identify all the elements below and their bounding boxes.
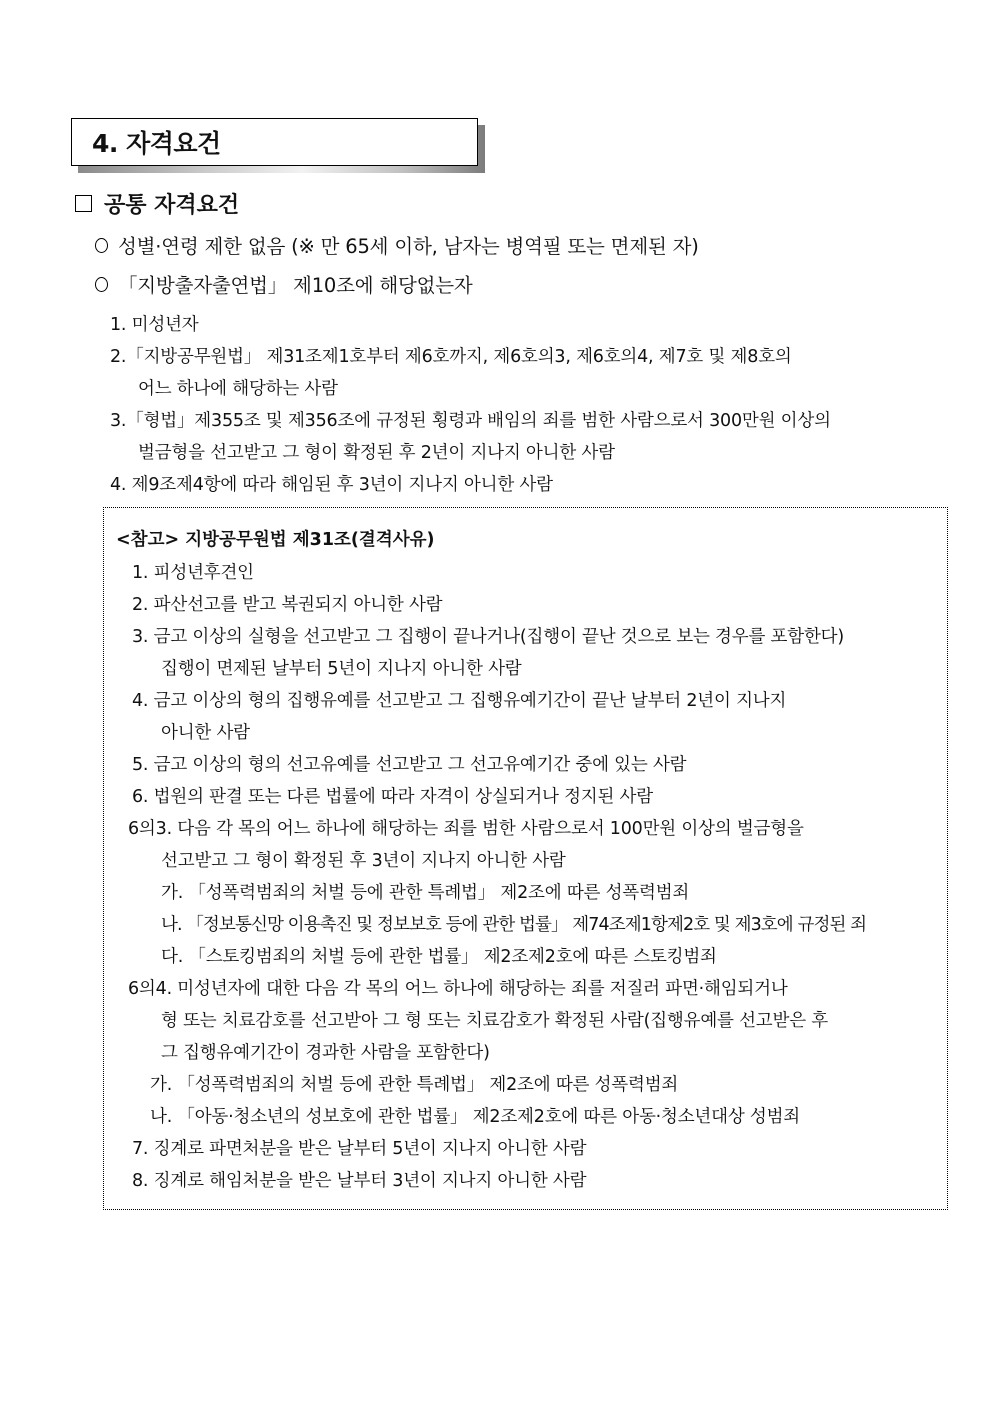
list-item: 4. 제9조제4항에 따라 해임된 후 3년이 지나지 아니한 사람 <box>110 475 553 495</box>
circle-bullet-icon <box>95 277 108 292</box>
reference-line: 다. 「스토킹범죄의 처벌 등에 관한 법률」 제2조제2호에 따른 스토킹범죄 <box>161 947 717 967</box>
reference-line: 그 집행유예기간이 경과한 사람을 포함한다) <box>161 1043 490 1063</box>
reference-line: 나. 「아동·청소년의 성보호에 관한 법률」 제2조제2호에 따른 아동·청소년대상 성범죄 <box>150 1107 801 1127</box>
reference-line: 7. 징계로 파면처분을 받은 날부터 5년이 지나지 아니한 사람 <box>132 1139 587 1159</box>
circle-bullet-icon <box>95 238 108 253</box>
reference-line: 선고받고 그 형이 확정된 후 3년이 지나지 아니한 사람 <box>161 851 566 871</box>
reference-line: 집행이 면제된 날부터 5년이 지나지 아니한 사람 <box>161 659 522 679</box>
common-heading <box>75 188 239 219</box>
reference-line: 나. 「정보통신망 이용촉진 및 정보보호 등에 관한 법률」 제74조제1항제2호 및 제3호에 규정된 죄 <box>161 915 867 935</box>
reference-line: 5. 금고 이상의 형의 선고유예를 선고받고 그 선고유예기간 중에 있는 사람 <box>132 755 687 775</box>
reference-line: 6의3. 다음 각 목의 어느 하나에 해당하는 죄를 범한 사람으로서 100만원 이상의 벌금형을 <box>128 819 804 839</box>
bullet-text: 「지방출자출연법」 제10조에 해당없는자 <box>118 274 473 297</box>
list-item-continuation: 벌금형을 선고받고 그 형이 확정된 후 2년이 지나지 아니한 사람 <box>138 443 615 463</box>
reference-line: 1. 피성년후견인 <box>132 563 254 583</box>
reference-line: 형 또는 치료감호를 선고받아 그 형 또는 치료감호가 확정된 사람(집행유예를 선고받은 후 <box>161 1011 828 1031</box>
bullet-text: 성별·연령 제한 없음 (※ 만 65세 이하, 남자는 병역필 또는 면제된 자) <box>118 235 699 258</box>
reference-line: 6. 법원의 판결 또는 다른 법률에 따라 자격이 상실되거나 정지된 사람 <box>132 787 653 807</box>
list-item-continuation: 어느 하나에 해당하는 사람 <box>138 379 338 399</box>
reference-line: 아니한 사람 <box>161 723 250 743</box>
reference-line: 6의4. 미성년자에 대한 다음 각 목의 어느 하나에 해당하는 죄를 저질러 파면·해임되거나 <box>128 979 788 999</box>
reference-line: 가. 「성폭력범죄의 처벌 등에 관한 특례법」 제2조에 따른 성폭력범죄 <box>161 883 690 903</box>
list-item: 3.「형법」제355조 및 제356조에 규정된 횡령과 배임의 죄를 범한 사람으로서 300만원 이상의 <box>110 411 831 431</box>
list-item: 1. 미성년자 <box>110 315 199 335</box>
section-title: 4. 자격요건 <box>92 129 221 158</box>
reference-line: 3. 금고 이상의 실형을 선고받고 그 집행이 끝나거나(집행이 끝난 것으로 보는 경우를 포함한다) <box>132 627 844 647</box>
bullet-item <box>95 231 699 259</box>
section-title-box <box>71 118 478 166</box>
list-item: 2.「지방공무원법」 제31조제1호부터 제6호까지, 제6호의3, 제6호의4, 제7호 및 제8호의 <box>110 347 792 367</box>
title-frame <box>71 118 478 166</box>
common-heading-text: 공통 자격요건 <box>104 193 240 218</box>
reference-line: 2. 파산선고를 받고 복권되지 아니한 사람 <box>132 595 443 615</box>
square-bullet-icon <box>75 195 92 212</box>
reference-line: 4. 금고 이상의 형의 집행유예를 선고받고 그 집행유예기간이 끝난 날부터 2년이 지나지 <box>132 691 787 711</box>
reference-title: <참고> 지방공무원법 제31조(결격사유) <box>116 530 435 550</box>
reference-line: 가. 「성폭력범죄의 처벌 등에 관한 특례법」 제2조에 따른 성폭력범죄 <box>150 1075 679 1095</box>
reference-line: 8. 징계로 해임처분을 받은 날부터 3년이 지나지 아니한 사람 <box>132 1171 587 1191</box>
bullet-item <box>95 270 473 298</box>
